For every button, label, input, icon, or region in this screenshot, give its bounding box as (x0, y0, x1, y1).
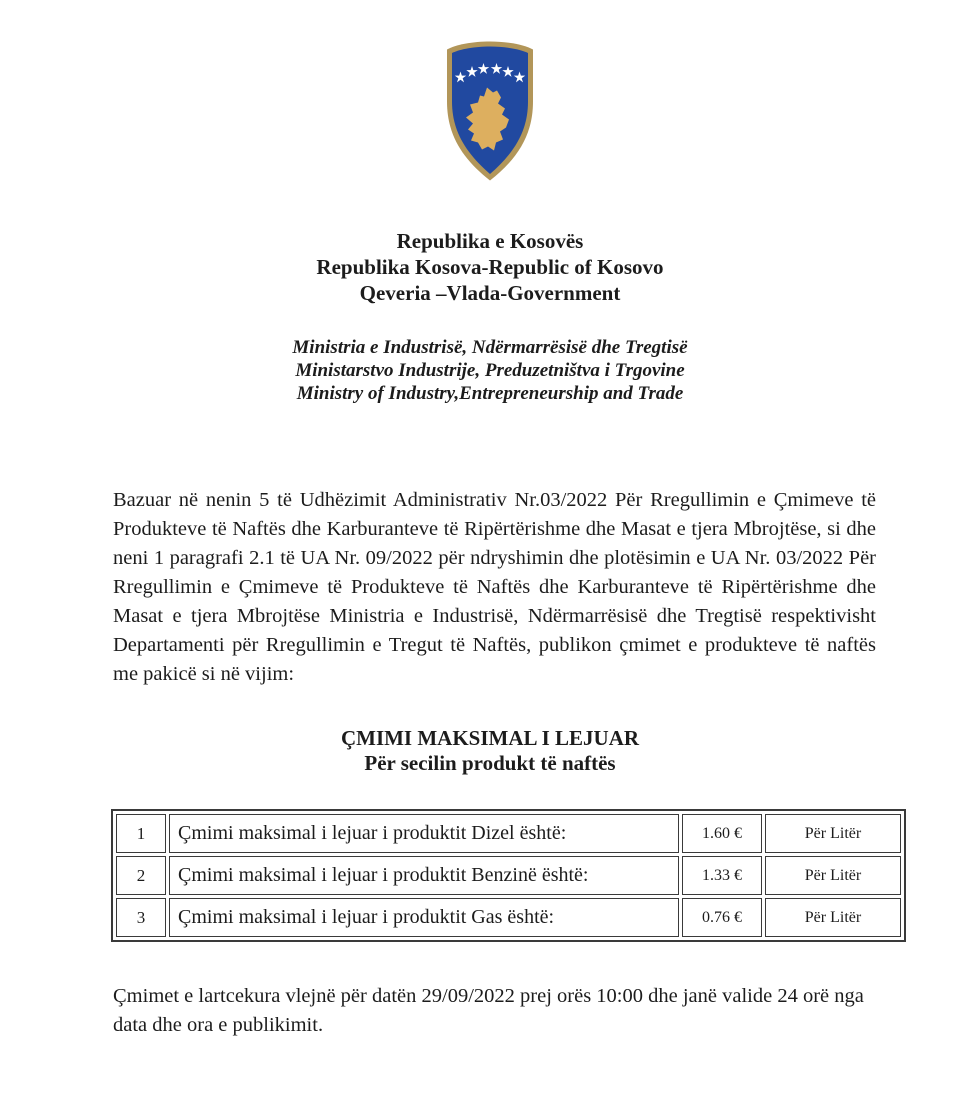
legal-basis-paragraph: Bazuar në nenin 5 të Udhëzimit Administrativ Nr.03/2022 Për Rregullimin e Çmimeve të Produkteve të Naftës dhe Karburanteve të Ripërtërishme dhe Masat e tjera Mbrojtëse, si dhe neni 1 paragrafi 2.1 të UA Nr. 09/2022 për ndryshimin dhe plotësimin e UA Nr. 03/2022 Për Rregullimin e Çmimeve të Produkteve të Naftës dhe Karburanteve të Ripërtërishme dhe Masat e tjera Mbrojtëse Ministria e Industrisë, Ndërmarrësisë dhe Tregtisë respektivisht Departamenti për Rregullimin e Tregut të Naftës, publikon çmimet e produkteve të naftës me pakicë si në vijim: (113, 489, 876, 685)
ministry-line-serbian: Ministarstvo Industrije, Preduzetništva i Trgovine (295, 360, 685, 381)
header-line-bilingual: Republika Kosova-Republic of Kosovo (316, 255, 664, 279)
table-row (116, 898, 901, 937)
document-title (0, 726, 980, 776)
kosovo-coat-of-arms-icon (440, 38, 540, 186)
title-line-main: ÇMIMI MAKSIMAL I LEJUAR (340, 726, 640, 750)
header-line-albanian: Republika e Kosovës (396, 229, 584, 253)
row-number: 3 (116, 898, 166, 937)
row-unit: Për Litër (765, 898, 901, 937)
row-unit: Për Litër (765, 856, 901, 895)
ministry-line-english: Ministry of Industry,Entrepreneurship and Trade (296, 383, 684, 404)
ministry-header (0, 336, 980, 405)
row-description: Çmimi maksimal i lejuar i produktit Benzinë është: (169, 856, 679, 895)
row-description: Çmimi maksimal i lejuar i produktit Dizel është: (169, 814, 679, 853)
table-row (116, 856, 901, 895)
row-number: 1 (116, 814, 166, 853)
price-table-container (111, 809, 906, 942)
row-price: 0.76 € (682, 898, 762, 937)
row-unit: Për Litër (765, 814, 901, 853)
validity-paragraph: Çmimet e lartcekura vlejnë për datën 29/09/2022 prej orës 10:00 dhe janë valide 24 orë nga data dhe ora e publikimit. (113, 985, 864, 1036)
government-header (0, 228, 980, 306)
fuel-price-table (111, 809, 906, 942)
row-number: 2 (116, 856, 166, 895)
row-price: 1.60 € (682, 814, 762, 853)
row-description: Çmimi maksimal i lejuar i produktit Gas është: (169, 898, 679, 937)
emblem-container (0, 38, 980, 191)
ministry-line-albanian: Ministria e Industrisë, Ndërmarrësisë dhe Tregtisë (292, 337, 688, 358)
title-line-sub: Për secilin produkt të naftës (364, 751, 616, 775)
table-row (116, 814, 901, 853)
row-price: 1.33 € (682, 856, 762, 895)
header-line-government: Qeveria –Vlada-Government (359, 281, 621, 305)
